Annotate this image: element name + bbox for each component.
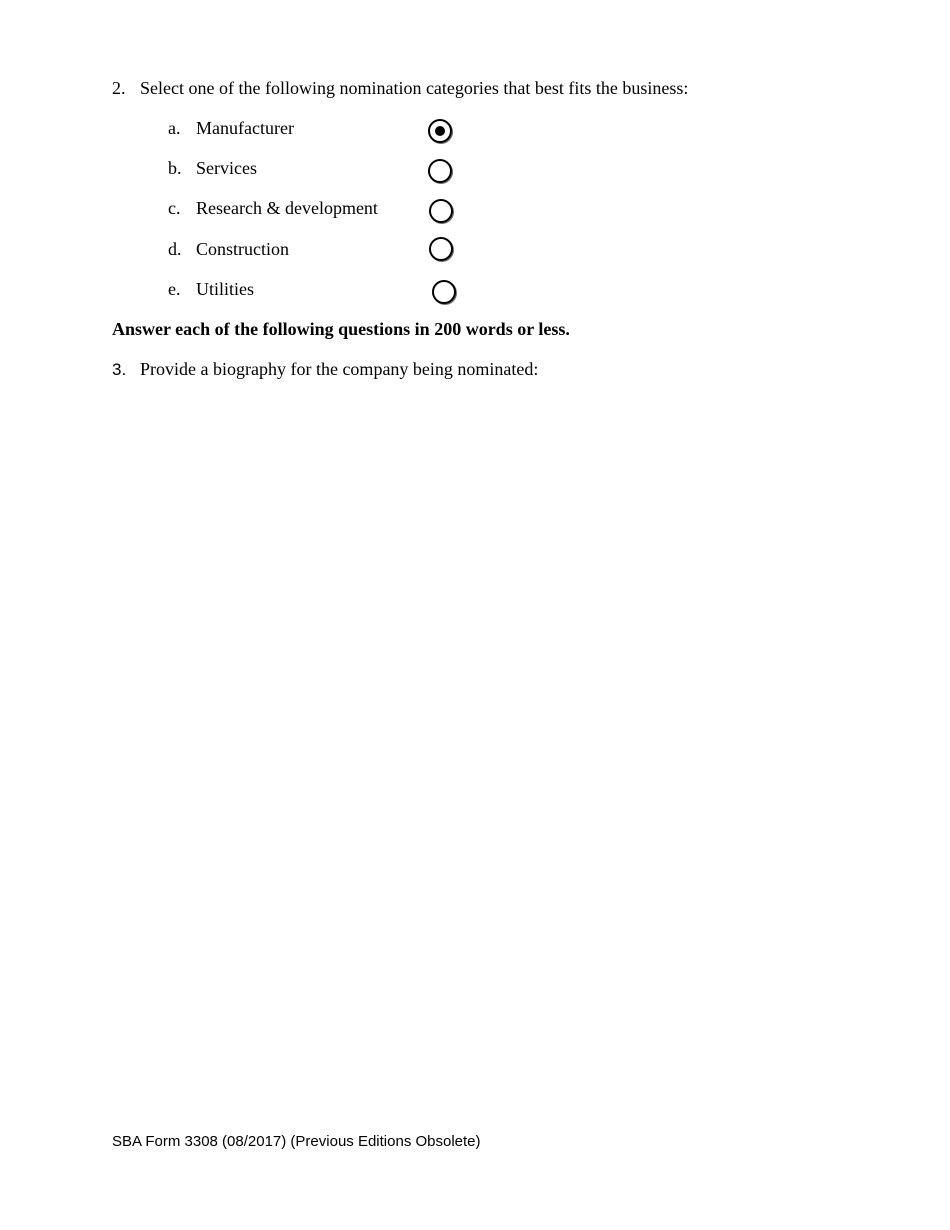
option-letter: b. xyxy=(168,158,182,178)
option-label: Services xyxy=(196,158,257,178)
option-label: Utilities xyxy=(196,279,254,299)
radio-utilities[interactable] xyxy=(432,280,456,304)
question-text: Provide a biography for the company being nominated: xyxy=(140,359,539,379)
question-2 xyxy=(112,77,688,99)
option-services xyxy=(168,157,257,179)
option-letter: d. xyxy=(168,239,182,259)
radio-research-development[interactable] xyxy=(429,199,453,223)
option-construction xyxy=(168,238,289,260)
option-research-development xyxy=(168,197,378,219)
option-label: Manufacturer xyxy=(196,118,294,138)
radio-selected-dot-icon xyxy=(435,126,445,136)
option-label: Construction xyxy=(196,239,289,259)
question-3 xyxy=(112,358,538,381)
option-label: Research & development xyxy=(196,198,378,218)
radio-construction[interactable] xyxy=(429,237,453,261)
instructions-heading: Answer each of the following questions in 200 words or less. xyxy=(112,319,570,339)
option-manufacturer xyxy=(168,117,294,139)
radio-services[interactable] xyxy=(428,159,452,183)
option-letter: e. xyxy=(168,279,181,299)
radio-manufacturer[interactable] xyxy=(428,119,452,143)
question-text: Select one of the following nomination categories that best fits the business: xyxy=(140,78,689,98)
option-utilities xyxy=(168,278,254,300)
option-letter: a. xyxy=(168,118,181,138)
option-letter: c. xyxy=(168,198,181,218)
question-number: 2. xyxy=(112,78,126,98)
form-footer: SBA Form 3308 (08/2017) (Previous Editions Obsolete) xyxy=(112,1133,481,1150)
question-number: 3. xyxy=(112,360,127,379)
